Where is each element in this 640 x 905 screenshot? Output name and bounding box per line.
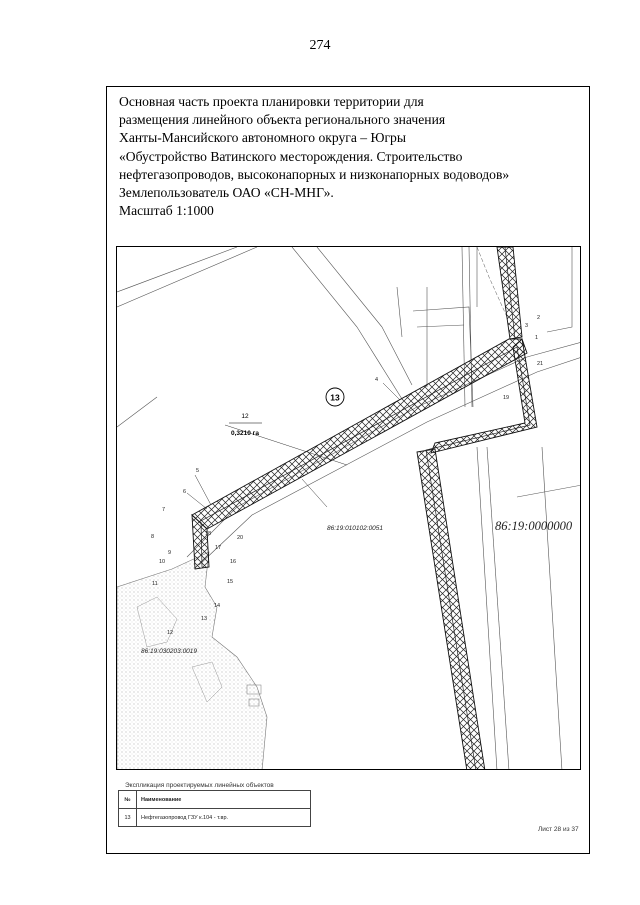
title-line: Землепользователь ОАО «СН-МНГ». — [119, 185, 334, 201]
point-label: 2 — [537, 315, 541, 321]
terrain-area — [117, 552, 267, 770]
cadastral-label: 86:19:0000000 — [495, 519, 573, 533]
point-label: 19 — [503, 395, 510, 401]
point-label: 8 — [151, 534, 155, 540]
point-label: 15 — [227, 579, 234, 585]
point-label: 16 — [230, 559, 237, 565]
legend-table — [118, 790, 311, 827]
title-line: «Обустройство Ватинского месторождения. Строительство — [119, 148, 463, 164]
legend-title: Экспликация проектируемых линейных объектов — [125, 782, 274, 789]
point-label: 3 — [525, 323, 529, 329]
legend-header-row — [119, 791, 311, 809]
parcel-number-label: 12 — [241, 413, 249, 420]
title-line: нефтегазопроводов, высоконапорных и низконапорных водоводов» — [119, 166, 510, 182]
point-label: 4 — [375, 377, 379, 383]
point-label: 13 — [201, 616, 208, 622]
cadastral-label: 86:19:030203:0019 — [141, 648, 198, 655]
page-number: 274 — [309, 38, 331, 53]
point-label: 5 — [196, 468, 200, 474]
sheet-number: Лист 28 из 37 — [538, 826, 579, 833]
map-drawing — [116, 246, 581, 770]
point-label: 1 — [535, 335, 539, 341]
title-block — [119, 93, 579, 220]
object-number-label: 13 — [330, 392, 340, 403]
legend-header-name: Наименование — [137, 791, 311, 809]
point-label: 9 — [168, 550, 172, 556]
point-label: 14 — [214, 603, 221, 609]
point-label: 7 — [162, 507, 166, 513]
point-label: 18 — [205, 531, 212, 537]
legend-row-name: Нефтегазопровод ГЗУ к.104 - т.вр. — [137, 809, 311, 827]
point-label: 11 — [152, 581, 158, 587]
title-line: размещения линейного объекта регионального значения — [119, 112, 446, 128]
point-label: 17 — [215, 545, 222, 551]
cadastral-label: 86:19:010102:0051 — [327, 525, 384, 532]
title-line: Основная часть проекта планировки территории для — [119, 94, 424, 109]
parcel-area-label: 0,3210 га — [230, 430, 260, 437]
legend-row — [119, 809, 311, 827]
point-label: 12 — [167, 630, 174, 636]
legend-row-num: 13 — [119, 809, 137, 827]
scale-label: Масштаб 1:1000 — [119, 203, 214, 219]
point-label: 20 — [237, 535, 244, 541]
point-label: 6 — [183, 489, 187, 495]
title-line: Ханты-Мансийского автономного округа – Югры — [119, 130, 406, 146]
point-label: 10 — [159, 559, 166, 565]
legend-header-num: № — [119, 791, 137, 809]
point-label: 21 — [537, 361, 544, 367]
